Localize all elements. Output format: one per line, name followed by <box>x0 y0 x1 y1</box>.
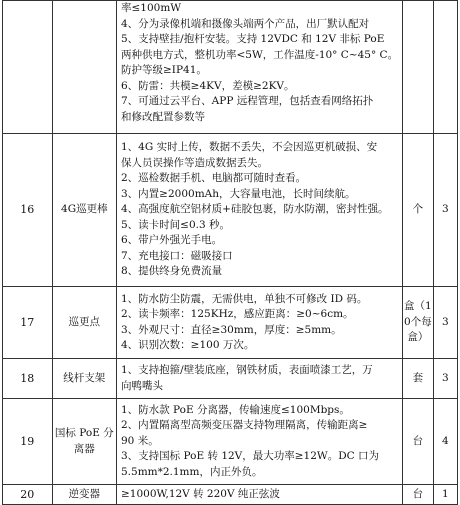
desc-line: 3、内置≥2000mAh，大容量电池，长时间续航。 <box>121 187 356 200</box>
desc-line: 向鸭嘴头 <box>121 379 163 392</box>
item-name: 巡更点 <box>52 287 116 359</box>
item-quantity <box>433 1 457 134</box>
desc-line: 3、外观尺寸：直径≥30mm，厚度：≥5mm。 <box>121 323 342 336</box>
item-description <box>117 485 403 505</box>
item-name: 逆变器 <box>52 485 116 505</box>
item-unit: 盒（10个每盒） <box>403 287 434 359</box>
item-quantity: 3 <box>433 359 457 399</box>
desc-line: 4、高强度航空铝材质+硅胶包裹，防水防潮，密封性强。 <box>121 203 389 216</box>
table-row <box>3 1 458 134</box>
item-quantity: 3 <box>433 287 457 359</box>
table-row <box>3 134 458 287</box>
item-unit: 套 <box>403 359 434 399</box>
desc-line: 4、分为录像机端和摄像头端两个产品，出厂默认配对 <box>121 17 370 30</box>
item-name: 4G巡更棒 <box>52 134 116 287</box>
table-row <box>3 287 458 359</box>
item-name <box>52 1 116 134</box>
desc-line: ≥1000W,12V 转 220V 纯正弦波 <box>121 487 280 500</box>
item-description <box>117 134 403 287</box>
item-unit: 个 <box>403 134 434 287</box>
desc-line: 1、防水防尘防震，无需供电，单独不可修改 ID 码。 <box>121 292 368 305</box>
desc-line: 防护等级≥IP41。 <box>121 64 207 76</box>
desc-line: 率≤100mW <box>121 2 182 14</box>
item-number: 19 <box>3 399 53 485</box>
desc-line: 2、内置隔离型高频变压器支持物理隔离，传输距离≥ <box>121 419 368 432</box>
item-quantity: 4 <box>433 399 457 485</box>
item-number: 16 <box>3 134 53 287</box>
desc-line: 7、可通过云平台、APP 远程管理，包括查看网络拓扑 <box>121 95 374 107</box>
desc-line: 1、支持抱箍/壁装底座，钢铁材质，表面喷漆工艺，万 <box>121 364 373 376</box>
desc-line: 8、提供终身免费流量 <box>121 265 223 278</box>
item-number: 18 <box>3 359 53 399</box>
desc-line: 1、4G 实时上传，数据不丢失，不会因巡更机破损、安 <box>121 141 378 154</box>
desc-line: 和修改配置参数等 <box>121 110 205 123</box>
item-number <box>3 1 53 134</box>
item-quantity: 1 <box>433 485 457 505</box>
desc-line: 6、防雷：共模≥4KV，差模≥2KV。 <box>121 79 295 92</box>
desc-line: 5、读卡时间≤0.3 秒。 <box>121 218 231 231</box>
item-number: 20 <box>3 485 53 505</box>
item-name: 国标 PoE 分离器 <box>52 399 116 485</box>
item-name: 线杆支架 <box>52 359 116 399</box>
item-description <box>117 287 403 359</box>
table-row <box>3 485 458 505</box>
desc-line: 3、支持国标 PoE 转 12V，最大功率≥12W。DC 口为 <box>121 450 380 463</box>
desc-line: 两种供电方式，整机功率<5W，工作温度-10° C~45° C。 <box>121 48 399 61</box>
item-unit: 台 <box>403 485 434 505</box>
item-quantity: 3 <box>433 134 457 287</box>
item-description <box>117 399 403 485</box>
desc-line: 1、防水款 PoE 分离器，传输速度≤100Mbps。 <box>121 403 350 416</box>
desc-line: 4、识别次数：≥100 万次。 <box>121 339 255 351</box>
item-unit: 台 <box>403 399 434 485</box>
desc-line: 5.5mm*2.1mm，内正外负。 <box>121 465 263 478</box>
item-description <box>117 1 403 134</box>
item-unit <box>403 1 434 134</box>
table-row <box>3 399 458 485</box>
item-description <box>117 359 403 399</box>
table-row <box>3 359 458 399</box>
spec-table <box>2 0 458 505</box>
desc-line: 90 米。 <box>121 434 159 447</box>
desc-line: 7、充电接口：磁吸接口 <box>121 249 233 262</box>
item-number: 17 <box>3 287 53 359</box>
desc-line: 6、带户外强光手电。 <box>121 234 223 247</box>
desc-line: 保人员误操作等造成数据丢失。 <box>121 156 268 169</box>
desc-line: 2、巡检数据手机、电脑都可随时查看。 <box>121 172 307 185</box>
desc-line: 5、支持壁挂/抱杆安装。支持 12VDC 和 12V 非标 PoE <box>121 33 385 45</box>
desc-line: 2、读卡频率：125KHz，感应距离：≥0~6cm。 <box>121 308 354 320</box>
